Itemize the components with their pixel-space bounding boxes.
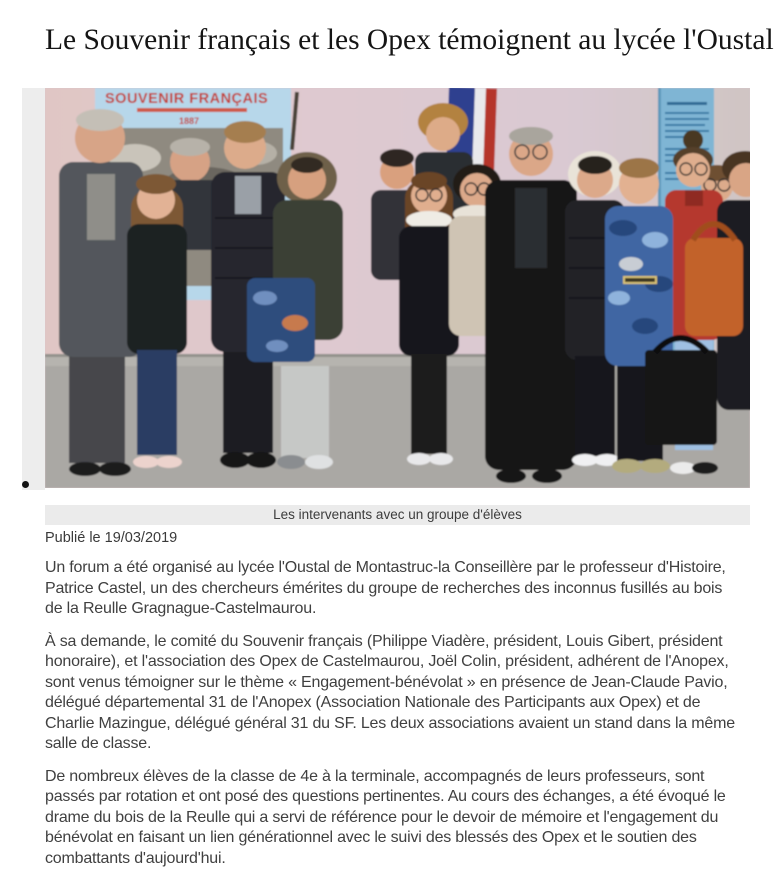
- article-body: [45, 558, 743, 881]
- photo-caption: Les intervenants avec un groupe d'élèves: [45, 505, 750, 525]
- poster-year: 1887: [179, 116, 200, 126]
- publish-date: Publié le 19/03/2019: [45, 530, 178, 546]
- article-photo[interactable]: [45, 88, 750, 488]
- article-paragraph: À sa demande, le comité du Souvenir français (Philippe Viadère, président, Louis Gibert, président honoraire), et l'association des Opex de Castelmaurou, Joël Colin, président, adhérent de l'Anopex, sont venus témoigner sur le thème « Engagement-bénévolat » en présence de Jean-Claude Pavio, délégué départemental 31 de l'Anopex (Association Nationale des Participants aux Opex) et de Charlie Mazingue, délégué général 31 du SF. Les deux associations avaient un stand dans la même salle de classe.: [45, 632, 735, 752]
- poster-title: SOUVENIR FRANÇAIS: [105, 91, 269, 107]
- person-figure: [485, 127, 577, 483]
- article-paragraph: Un forum a été organisé au lycée l'Oustal de Montastruc-la Conseillère par le professeur d'Histoire, Patrice Castel, un des chercheurs émérites du groupe de recherches des inconnus fusillés au bois de la Reulle Gragnague-Castelmaurou.: [45, 559, 726, 617]
- page-title: Le Souvenir français et les Opex témoignent au lycée l'Oustal: [45, 23, 774, 56]
- list-bullet-icon: [22, 481, 29, 488]
- photo-illustration: [45, 88, 750, 488]
- article-paragraph: De nombreux élèves de la classe de 4e à la terminale, accompagnés de leurs professeurs, sont passés par rotation et ont posé des questions pertinentes. Au cours des échanges, a été évoqué le drame du bois de la Reulle qui a servi de référence pour le devoir de mémoire et l'engagement du bénévolat en faisant un lien générationnel avec le suivi des blessés des Opex et le soutien des combattants d'aujourd'hui.: [45, 767, 726, 867]
- gallery-left-gutter: [22, 88, 45, 490]
